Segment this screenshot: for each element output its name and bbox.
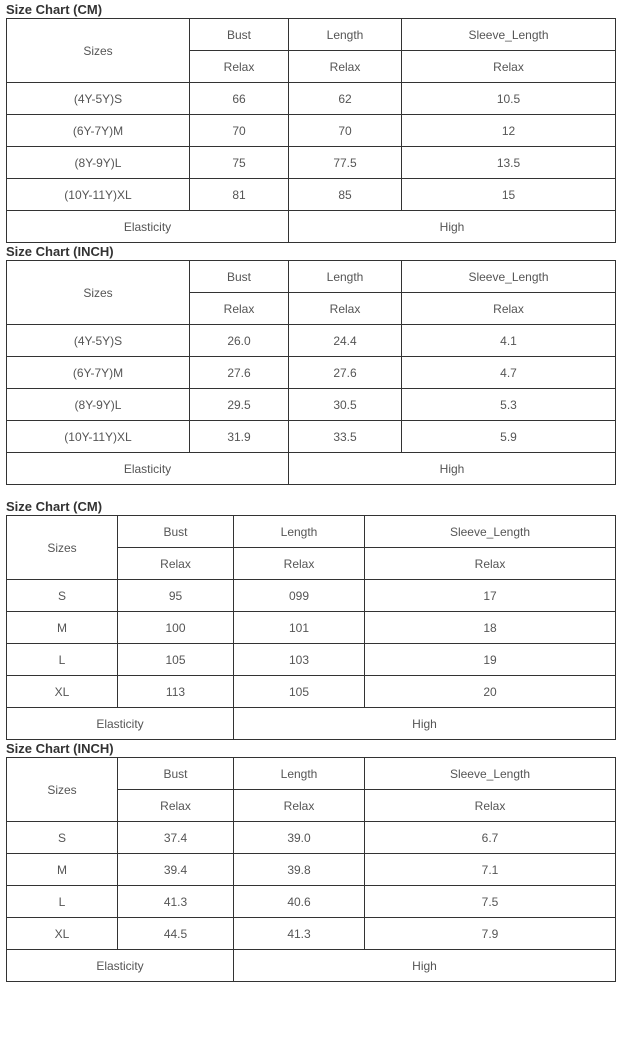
sleeve-length-cell: 12: [402, 115, 616, 147]
size-cell: (10Y-11Y)XL: [7, 179, 190, 211]
size-chart-cm-kids: [6, 2, 616, 243]
sleeve-length-cell: 13.5: [402, 147, 616, 179]
elasticity-value: High: [289, 453, 616, 485]
length-cell: 27.6: [289, 357, 402, 389]
size-table: [6, 757, 616, 982]
bust-subheader: Relax: [190, 51, 289, 83]
table-row: [7, 822, 616, 854]
length-subheader: Relax: [289, 293, 402, 325]
sleeve-length-cell: 4.7: [402, 357, 616, 389]
length-cell: 41.3: [234, 918, 365, 950]
bust-header: Bust: [118, 516, 234, 548]
sleeve-length-cell: 19: [365, 644, 616, 676]
bust-cell: 39.4: [118, 854, 234, 886]
table-row: [7, 886, 616, 918]
size-cell: (6Y-7Y)M: [7, 115, 190, 147]
length-header: Length: [234, 516, 365, 548]
length-cell: 85: [289, 179, 402, 211]
table-row: [7, 612, 616, 644]
length-header: Length: [289, 19, 402, 51]
sizes-header: Sizes: [7, 516, 118, 580]
length-cell: 105: [234, 676, 365, 708]
bust-cell: 31.9: [190, 421, 289, 453]
table-row: [7, 147, 616, 179]
size-cell: L: [7, 644, 118, 676]
length-subheader: Relax: [234, 548, 365, 580]
sleeve-length-header: Sleeve_Length: [402, 19, 616, 51]
elasticity-value: High: [234, 708, 616, 740]
table-row: [7, 676, 616, 708]
sleeve-length-header: Sleeve_Length: [365, 516, 616, 548]
sleeve-length-subheader: Relax: [365, 790, 616, 822]
bust-cell: 41.3: [118, 886, 234, 918]
length-cell: 62: [289, 83, 402, 115]
bust-cell: 105: [118, 644, 234, 676]
table-row: [7, 421, 616, 453]
sleeve-length-cell: 5.9: [402, 421, 616, 453]
size-cell: (4Y-5Y)S: [7, 83, 190, 115]
elasticity-label: Elasticity: [7, 211, 289, 243]
length-cell: 70: [289, 115, 402, 147]
bust-cell: 75: [190, 147, 289, 179]
length-cell: 33.5: [289, 421, 402, 453]
length-subheader: Relax: [234, 790, 365, 822]
size-cell: S: [7, 580, 118, 612]
chart-title: Size Chart (INCH): [6, 244, 114, 259]
elasticity-label: Elasticity: [7, 708, 234, 740]
table-row: [7, 854, 616, 886]
length-cell: 30.5: [289, 389, 402, 421]
length-subheader: Relax: [289, 51, 402, 83]
table-row: [7, 83, 616, 115]
sleeve-length-cell: 20: [365, 676, 616, 708]
header-row: [7, 758, 616, 790]
sleeve-length-header: Sleeve_Length: [402, 261, 616, 293]
table-row: [7, 115, 616, 147]
size-cell: XL: [7, 676, 118, 708]
size-table: [6, 18, 616, 243]
elasticity-row: [7, 453, 616, 485]
table-row: [7, 918, 616, 950]
bust-cell: 44.5: [118, 918, 234, 950]
length-header: Length: [234, 758, 365, 790]
bust-subheader: Relax: [118, 790, 234, 822]
size-cell: XL: [7, 918, 118, 950]
length-cell: 40.6: [234, 886, 365, 918]
table-row: [7, 357, 616, 389]
length-cell: 101: [234, 612, 365, 644]
chart-title: Size Chart (INCH): [6, 741, 114, 756]
elasticity-label: Elasticity: [7, 453, 289, 485]
sleeve-length-subheader: Relax: [402, 293, 616, 325]
bust-header: Bust: [190, 261, 289, 293]
length-cell: 77.5: [289, 147, 402, 179]
sleeve-length-cell: 7.1: [365, 854, 616, 886]
sleeve-length-cell: 18: [365, 612, 616, 644]
bust-header: Bust: [118, 758, 234, 790]
size-cell: (10Y-11Y)XL: [7, 421, 190, 453]
length-cell: 39.8: [234, 854, 365, 886]
size-chart-cm-adult: [6, 499, 616, 740]
length-cell: 103: [234, 644, 365, 676]
header-row: [7, 516, 616, 548]
size-cell: M: [7, 612, 118, 644]
elasticity-value: High: [234, 950, 616, 982]
elasticity-row: [7, 708, 616, 740]
bust-cell: 66: [190, 83, 289, 115]
sleeve-length-cell: 17: [365, 580, 616, 612]
bust-cell: 113: [118, 676, 234, 708]
sizes-header: Sizes: [7, 19, 190, 83]
table-row: [7, 389, 616, 421]
bust-cell: 27.6: [190, 357, 289, 389]
table-row: [7, 179, 616, 211]
bust-cell: 37.4: [118, 822, 234, 854]
size-cell: S: [7, 822, 118, 854]
table-row: [7, 644, 616, 676]
table-row: [7, 580, 616, 612]
bust-header: Bust: [190, 19, 289, 51]
elasticity-row: [7, 211, 616, 243]
bust-cell: 95: [118, 580, 234, 612]
size-cell: (4Y-5Y)S: [7, 325, 190, 357]
sizes-header: Sizes: [7, 261, 190, 325]
elasticity-row: [7, 950, 616, 982]
size-table: [6, 260, 616, 485]
bust-cell: 81: [190, 179, 289, 211]
elasticity-label: Elasticity: [7, 950, 234, 982]
length-header: Length: [289, 261, 402, 293]
length-cell: 39.0: [234, 822, 365, 854]
sleeve-length-cell: 10.5: [402, 83, 616, 115]
sleeve-length-cell: 6.7: [365, 822, 616, 854]
bust-subheader: Relax: [190, 293, 289, 325]
size-cell: (8Y-9Y)L: [7, 389, 190, 421]
table-row: [7, 325, 616, 357]
size-chart-inch-kids: [6, 244, 616, 485]
size-table: [6, 515, 616, 740]
length-cell: 24.4: [289, 325, 402, 357]
bust-cell: 100: [118, 612, 234, 644]
sleeve-length-cell: 15: [402, 179, 616, 211]
bust-cell: 70: [190, 115, 289, 147]
size-cell: (8Y-9Y)L: [7, 147, 190, 179]
size-cell: M: [7, 854, 118, 886]
length-cell: 099: [234, 580, 365, 612]
sleeve-length-header: Sleeve_Length: [365, 758, 616, 790]
chart-title: Size Chart (CM): [6, 2, 103, 17]
chart-title: Size Chart (CM): [6, 499, 103, 514]
elasticity-value: High: [289, 211, 616, 243]
size-cell: L: [7, 886, 118, 918]
sleeve-length-cell: 7.9: [365, 918, 616, 950]
sleeve-length-cell: 5.3: [402, 389, 616, 421]
size-cell: (6Y-7Y)M: [7, 357, 190, 389]
bust-cell: 29.5: [190, 389, 289, 421]
bust-cell: 26.0: [190, 325, 289, 357]
sleeve-length-subheader: Relax: [402, 51, 616, 83]
sleeve-length-subheader: Relax: [365, 548, 616, 580]
header-row: [7, 19, 616, 51]
sleeve-length-cell: 4.1: [402, 325, 616, 357]
header-row: [7, 261, 616, 293]
bust-subheader: Relax: [118, 548, 234, 580]
size-chart-inch-adult: [6, 741, 616, 982]
sleeve-length-cell: 7.5: [365, 886, 616, 918]
sizes-header: Sizes: [7, 758, 118, 822]
